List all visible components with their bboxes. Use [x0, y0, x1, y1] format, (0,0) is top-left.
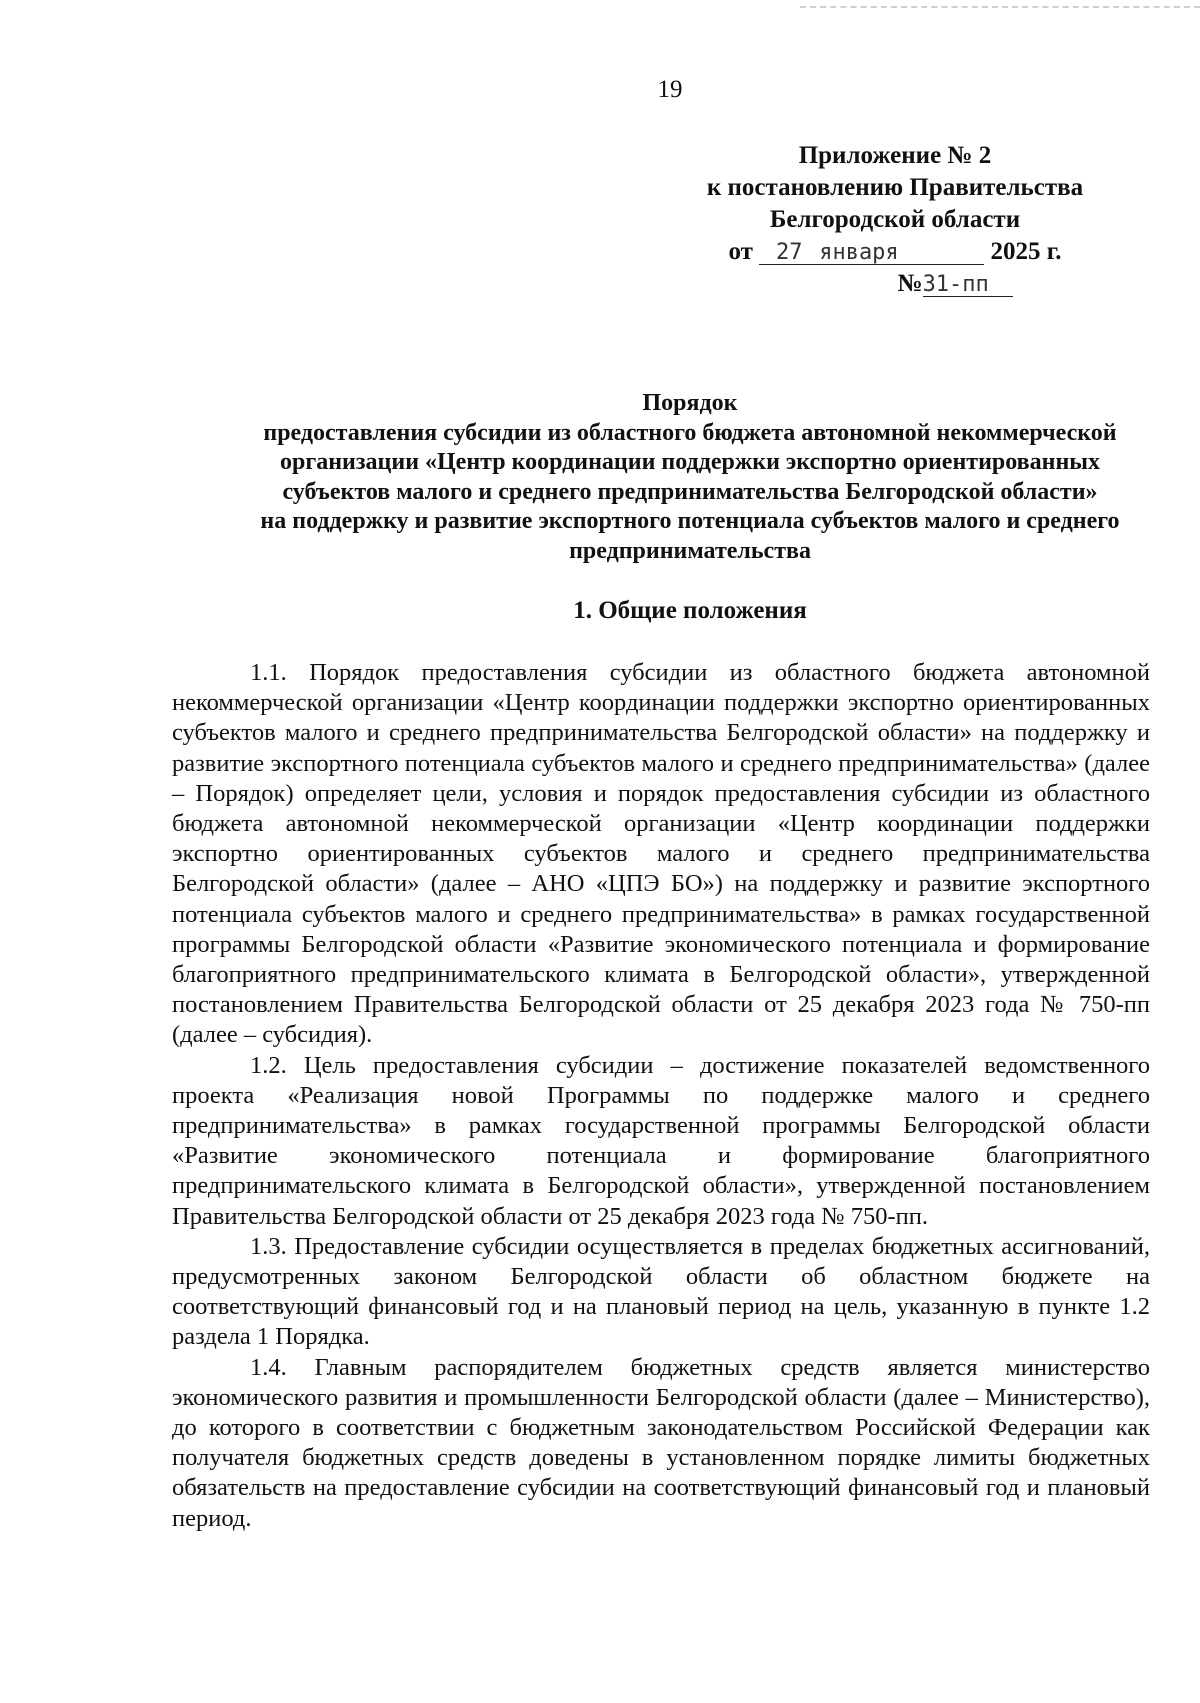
date-prefix: от — [728, 238, 753, 265]
appendix-date-line — [680, 236, 1110, 268]
date-year: 2025 г. — [990, 238, 1062, 265]
document-title — [150, 389, 1200, 566]
scan-edge-line — [800, 6, 1200, 8]
section-heading: 1. Общие положения — [573, 597, 807, 624]
title-line: субъектов малого и среднего предпринимательства Белгородской области» — [282, 478, 1098, 505]
number-prefix: № — [897, 270, 923, 297]
date-month-handwritten: января — [819, 242, 984, 265]
appendix-number-line — [680, 268, 1110, 300]
appendix-resolution-ref: к постановлению Правительства — [706, 174, 1084, 201]
title-line: на поддержку и развитие экспортного потенциала субъектов малого и среднего — [260, 508, 1120, 534]
document-number-handwritten: 31-пп — [923, 274, 1013, 297]
title-line: Порядок — [642, 390, 738, 416]
title-line: предоставления субсидии из областного бюджета автономной некоммерческой — [263, 419, 1117, 446]
appendix-title: Приложение № 2 — [798, 142, 992, 169]
appendix-region: Белгородской области — [769, 206, 1021, 233]
paragraph: 1.3. Предоставление субсидии осуществляется в пределах бюджетных ассигнований, предусмотренных законом Белгородской области об областном бюджете на соответствующий финансовый год и на плановый период на цель, указанную в пункте 1.2 раздела 1 Порядка. — [172, 1232, 1150, 1351]
body-text — [172, 658, 1150, 1534]
title-line: предпринимательства — [569, 537, 811, 564]
appendix-header — [680, 140, 1110, 300]
paragraph: 1.1. Порядок предоставления субсидии из областного бюджета автономной некоммерческой организации «Центр координации поддержки экспортно ориентированных субъектов малого и среднего предпринимательства Белгородской области» на поддержку и развитие экспортного потенциала субъектов малого и среднего предпринимательства» (далее – Порядок) определяет цели, условия и порядок предоставления субсидии из областного бюджета автономной некоммерческой организации «Центр координации поддержки экспортно ориентированных субъектов малого и среднего предпринимательства Белгородской области» (далее – АНО «ЦПЭ БО») на поддержку и развитие экспортного потенциала субъектов малого и среднего предпринимательства» в рамках государственной программы Белгородской области «Развитие экономического потенциала и формирование благоприятного предпринимательского климата в Белгородской области», утвержденной постановлением Правительства Белгородской области от 25 декабря 2023 года № 750-пп (далее – субсидия). — [172, 659, 1150, 1049]
title-line: организации «Центр координации поддержки экспортно ориентированных — [279, 449, 1101, 475]
date-day-handwritten: 27 — [759, 242, 819, 265]
paragraph: 1.2. Цель предоставления субсидии – достижение показателей ведомственного проекта «Реализация новой Программы по поддержке малого и среднего предпринимательства» в рамках государственной программы Белгородской области «Развитие экономического потенциала и формирование благоприятного предпринимательского климата в Белгородской области», утвержденной постановлением Правительства Белгородской области от 25 декабря 2023 года № 750-пп. — [172, 1051, 1150, 1230]
paragraph: 1.4. Главным распорядителем бюджетных средств является министерство экономического развития и промышленности Белгородской области (далее – Министерство), до которого в соответствии с бюджетным законодательством Российской Федерации как получателя бюджетных средств доведены в установленном порядке лимиты бюджетных обязательств на предоставление субсидии на соответствующий финансовый год и плановый период. — [172, 1353, 1150, 1532]
page-number: 19 — [657, 76, 683, 103]
